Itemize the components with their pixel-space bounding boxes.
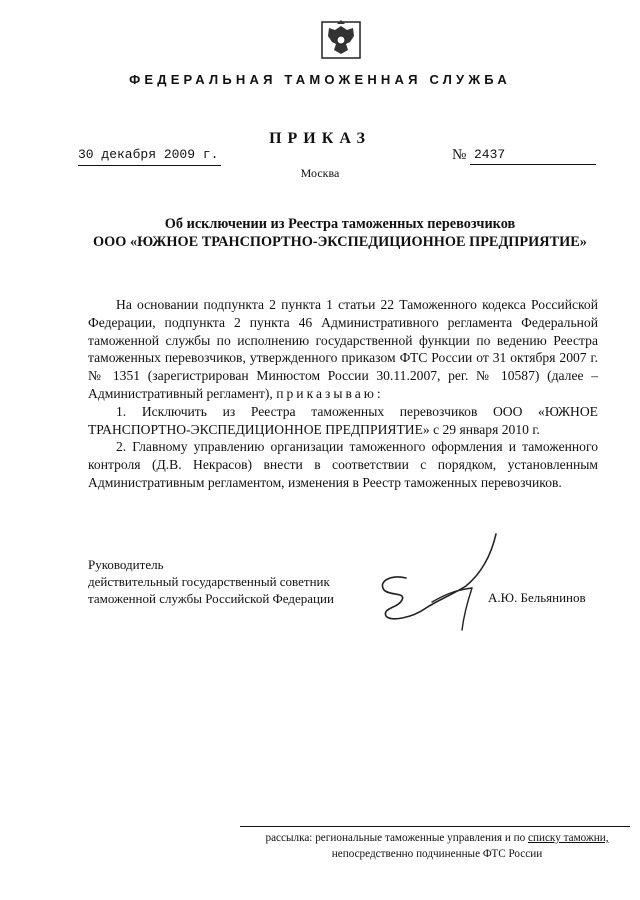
subject-line-1: Об исключении из Реестра таможенных перевозчиков [164, 216, 516, 232]
handwritten-signature [372, 530, 502, 635]
distribution-list-link: списку таможни, [528, 832, 609, 844]
distribution-line-1 [232, 830, 640, 846]
order-number: 2437 [470, 147, 596, 165]
signatory-position [88, 556, 334, 607]
order-date: 30 декабря 2009 г. [78, 147, 221, 166]
order-body [88, 296, 598, 492]
coat-of-arms-emblem-icon [318, 16, 364, 62]
distribution-prefix: рассылка: региональные таможенные управления и по [265, 832, 529, 844]
item-2: 2. Главному управлению организации таможенного оформления и таможенного контроля (Д.В. Некрасов) внести в соответствии с порядком, установленным Административным регламентом, изменения в Реестр таможенных перевозчиков. [88, 439, 598, 490]
subject-line-2: ООО «ЮЖНОЕ ТРАНСПОРТНО-ЭКСПЕДИЦИОННОЕ ПРЕДПРИЯТИЕ» [93, 234, 587, 250]
position-line-1: Руководитель [88, 557, 164, 572]
intro-text: На основании подпункта 2 пункта 1 статьи 22 Таможенного кодекса Российской Федерации, подпункта 2 пункта 46 Административного регламента Федеральной таможенной службы по исполнению государственной функции по ведению Реестра таможенных перевозчиков, утвержденного приказом ФТС России от 31 октября 2007 г. № 1351 (зарегистрирован Минюстом России 30.11.2007, рег. № 10587) (далее – Административный регламент), [88, 297, 598, 401]
signer-name: А.Ю. Бельянинов [488, 590, 586, 605]
distribution-line-2: непосредственно подчиненные ФТС России [331, 848, 543, 860]
order-word: приказываю: [276, 385, 384, 401]
city: Москва [300, 166, 340, 180]
item-1: 1. Исключить из Реестра таможенных перевозчиков ООО «ЮЖНОЕ ТРАНСПОРТНО-ЭКСПЕДИЦИОННОЕ ПРЕДПРИЯТИЕ» с 29 января 2010 г. [88, 403, 598, 437]
agency-name: ФЕДЕРАЛЬНАЯ ТАМОЖЕННАЯ СЛУЖБА [129, 72, 511, 87]
position-line-2: действительный государственный советник [88, 574, 330, 589]
intro-paragraph [88, 296, 598, 403]
order-subject [60, 215, 620, 251]
position-line-3: таможенной службы Российской Федерации [88, 591, 334, 606]
document-type-title: ПРИКАЗ [269, 130, 371, 147]
distribution-footer [232, 830, 640, 862]
order-number-label: № [452, 147, 467, 163]
footer-divider [240, 826, 630, 827]
